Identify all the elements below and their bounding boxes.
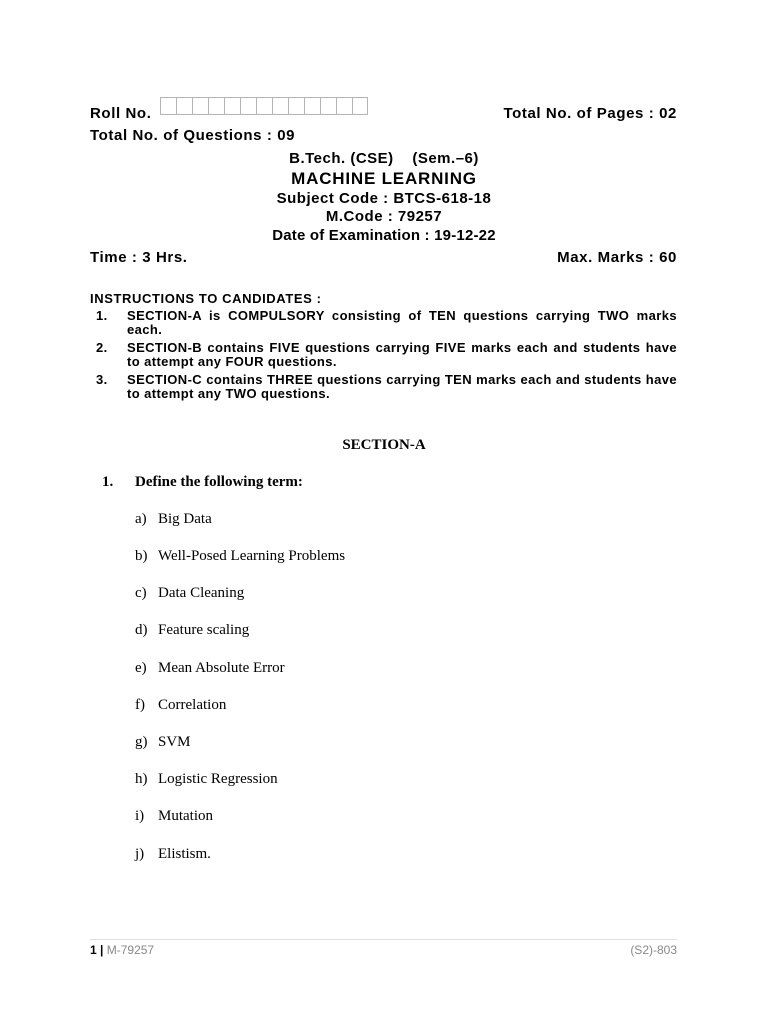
page-number: 1 <box>90 943 97 957</box>
roll-no-cell[interactable] <box>208 97 224 115</box>
footer-separator: | <box>100 943 104 957</box>
total-questions: Total No. of Questions : 09 <box>90 127 296 144</box>
total-pages: Total No. of Pages : 02 <box>503 105 677 122</box>
roll-no-cell[interactable] <box>176 97 192 115</box>
instruction-text: SECTION-B contains FIVE questions carrying FIVE marks each and students have to attempt any FOUR questions. <box>127 340 677 369</box>
list-item <box>135 660 285 677</box>
instruction-number: 2. <box>96 340 108 355</box>
list-item <box>135 846 211 863</box>
instructions-heading: INSTRUCTIONS TO CANDIDATES : <box>90 291 322 306</box>
item-text: Big Data <box>158 511 212 527</box>
subject-code: Subject Code : BTCS-618-18 <box>276 190 492 207</box>
list-item <box>135 622 249 639</box>
item-text: Feature scaling <box>158 622 250 638</box>
list-item <box>135 548 345 565</box>
footer-divider <box>90 939 677 940</box>
roll-no-cell[interactable] <box>320 97 336 115</box>
item-text: Logistic Regression <box>158 771 278 787</box>
item-text: SVM <box>158 734 191 750</box>
roll-no-cell[interactable] <box>192 97 208 115</box>
item-label: i) <box>135 808 145 824</box>
roll-no-cell[interactable] <box>240 97 256 115</box>
item-text: Data Cleaning <box>158 585 245 601</box>
section-a-title: SECTION-A <box>342 437 426 453</box>
roll-no-boxes[interactable] <box>160 97 368 115</box>
roll-no-cell[interactable] <box>256 97 272 115</box>
instruction-item <box>96 309 677 337</box>
footer-code: (S2)-803 <box>630 943 677 957</box>
roll-no-cell[interactable] <box>160 97 176 115</box>
item-label: g) <box>135 734 148 750</box>
roll-no-cell[interactable] <box>336 97 352 115</box>
item-text: Well-Posed Learning Problems <box>158 548 346 564</box>
item-label: b) <box>135 548 148 564</box>
course-line: B.Tech. (CSE) (Sem.–6) <box>289 150 479 167</box>
item-label: f) <box>135 697 145 713</box>
list-item <box>135 585 244 602</box>
item-label: h) <box>135 771 148 787</box>
question-text: Define the following term: <box>135 474 303 490</box>
roll-no-cell[interactable] <box>352 97 368 115</box>
item-text: Correlation <box>158 697 227 713</box>
item-label: e) <box>135 660 147 676</box>
item-text: Mutation <box>158 808 213 824</box>
roll-no-cell[interactable] <box>288 97 304 115</box>
item-text: Elistism. <box>158 846 211 862</box>
item-label: c) <box>135 585 147 601</box>
item-label: a) <box>135 511 147 527</box>
list-item <box>135 697 226 714</box>
subject-title: MACHINE LEARNING <box>291 169 477 188</box>
instruction-text: SECTION-C contains THREE questions carrying TEN marks each and students have to attempt any TWO questions. <box>127 372 677 401</box>
m-code: M.Code : 79257 <box>325 208 443 225</box>
time-allowed: Time : 3 Hrs. <box>90 249 188 266</box>
roll-no-cell[interactable] <box>304 97 320 115</box>
question-number: 1. <box>102 474 114 490</box>
footer-left <box>90 943 154 957</box>
exam-date: Date of Examination : 19-12-22 <box>272 227 496 244</box>
instruction-item <box>96 373 677 401</box>
roll-no-label: Roll No. <box>90 105 152 122</box>
instruction-number: 3. <box>96 372 108 387</box>
max-marks: Max. Marks : 60 <box>557 249 677 266</box>
item-text: Mean Absolute Error <box>158 660 285 676</box>
item-label: j) <box>135 846 145 862</box>
item-label: d) <box>135 622 148 638</box>
instruction-number: 1. <box>96 308 108 323</box>
list-item <box>135 511 212 528</box>
list-item <box>135 734 191 751</box>
list-item <box>135 808 213 825</box>
roll-no-cell[interactable] <box>224 97 240 115</box>
instruction-text: SECTION-A is COMPULSORY consisting of TEN questions carrying TWO marks each. <box>127 308 677 337</box>
list-item <box>135 771 278 788</box>
instruction-item <box>96 341 677 369</box>
footer-m-code: M-79257 <box>106 943 155 957</box>
roll-no-cell[interactable] <box>272 97 288 115</box>
